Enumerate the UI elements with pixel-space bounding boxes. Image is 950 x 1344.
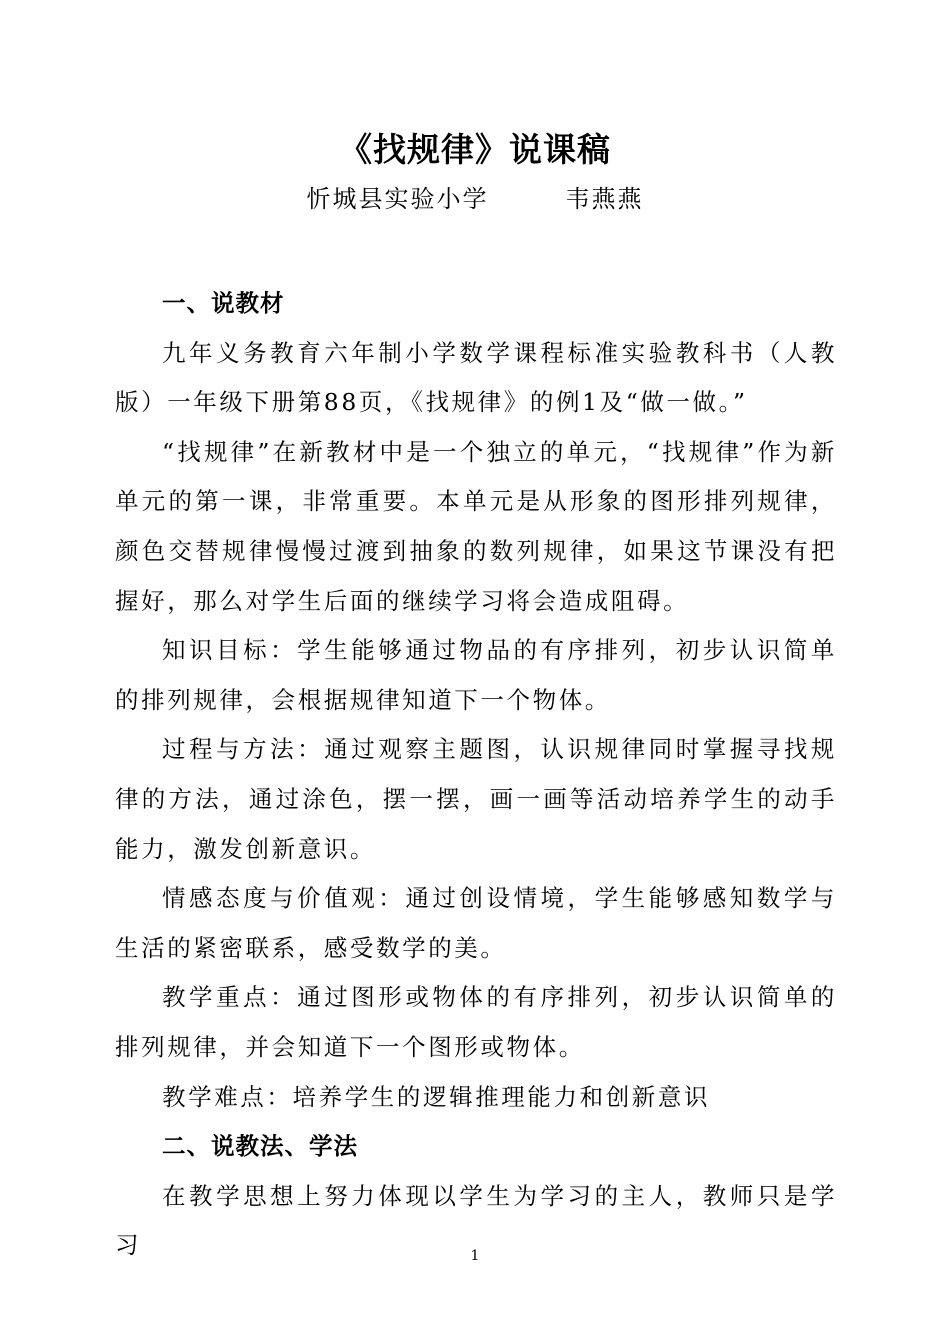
paragraph-knowledge-goal: 知识目标：学生能够通过物品的有序排列，初步认识简单的排列规律，会根据规律知道下一个物体。 — [115, 636, 837, 714]
paragraph-emotion-values: 情感态度与价值观：通过创设情境，学生能够感知数学与生活的紧密联系，感受数学的美。 — [115, 884, 837, 962]
page-number: 1 — [470, 1248, 480, 1264]
document-subtitle: 忻城县实验小学 韦燕燕 — [306, 185, 644, 213]
section-heading-textbook: 一、说教材 — [162, 289, 285, 317]
paragraph-textbook-source: 九年义务教育六年制小学数学课程标准实验教科书（人教版）一年级下册第88页，《找规律》的例1及“做一做。” — [115, 338, 837, 417]
document-body — [115, 279, 837, 1271]
paragraph-teaching-philosophy: 在教学思想上努力体现以学生为学习的主人，教师只是学习 — [115, 1181, 837, 1260]
paragraph-unit-importance: “找规律”在新教材中是一个独立的单元，“找规律”作为新单元的第一课，非常重要。本单元是从形象的图形排列规律，颜色交替规律慢慢过渡到抽象的数列规律，如果这节课没有把握好，那么对学生后面的继续学习将会造成阻碍。 — [115, 437, 837, 615]
paragraph-process-method: 过程与方法：通过观察主题图，认识规律同时掌握寻找规律的方法，通过涂色，摆一摆，画一画等活动培养学生的动手能力，激发创新意识。 — [115, 735, 837, 863]
paragraph-teaching-difficulty: 教学难点：培养学生的逻辑推理能力和创新意识 — [162, 1082, 711, 1111]
section-heading-methods: 二、说教法、学法 — [162, 1132, 358, 1161]
paragraph-teaching-focus: 教学重点：通过图形或物体的有序排列，初步认识简单的排列规律，并会知道下一个图形或物体。 — [115, 983, 837, 1061]
document-title: 《找规律》说课稿 — [339, 130, 611, 169]
